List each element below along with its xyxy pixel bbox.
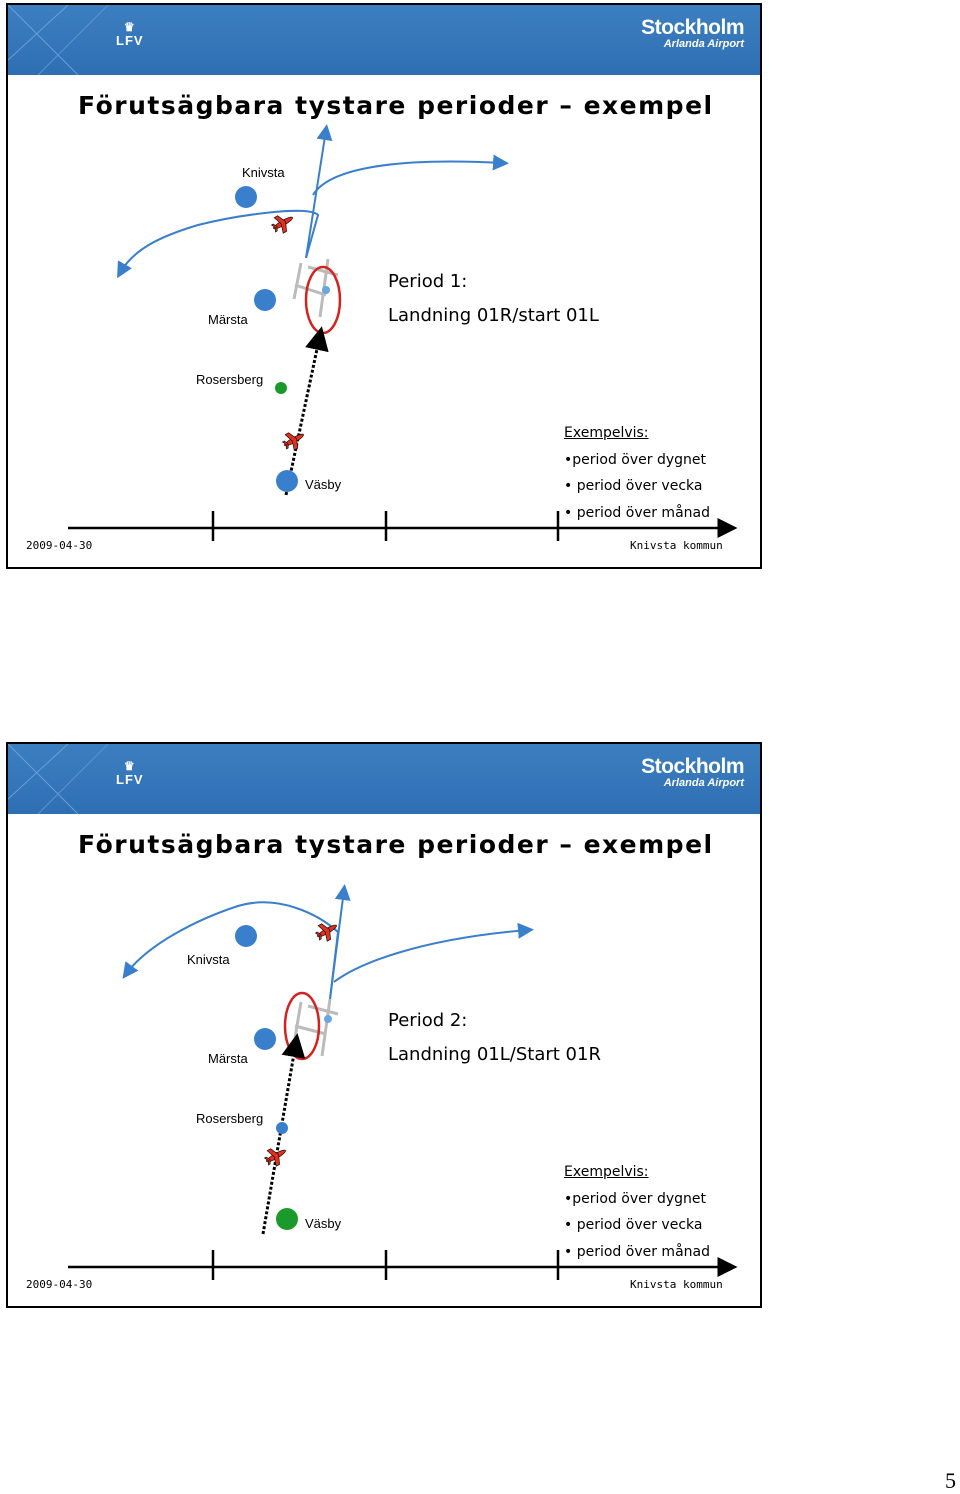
period-description: Landning 01R/start 01L	[388, 305, 599, 326]
approach-path	[263, 1042, 296, 1234]
lfv-logo: ♛ LFV	[116, 20, 144, 48]
slide-2	[6, 742, 762, 1308]
page-number: 5	[945, 1468, 956, 1493]
airplane-icon	[262, 1143, 290, 1170]
airplane-icon	[269, 210, 297, 237]
stockholm-arlanda-logo: Stockholm Arlanda Airport	[641, 755, 744, 789]
slide-footer: Knivsta kommun	[630, 1278, 723, 1291]
vasby-label: Väsby	[305, 1216, 342, 1231]
period-description: Landning 01L/Start 01R	[388, 1044, 601, 1065]
rosersberg-label: Rosersberg	[196, 372, 264, 387]
period-title: Period 2:	[388, 1010, 468, 1031]
examples-list	[564, 1159, 710, 1265]
example-item: •period över dygnet	[564, 1190, 707, 1207]
departure-route-right	[313, 162, 503, 195]
marsta-marker	[254, 1028, 276, 1050]
vasby-label: Väsby	[305, 477, 342, 492]
examples-list	[564, 420, 710, 526]
airplane-icon	[280, 427, 308, 454]
rosersberg-marker	[276, 1122, 288, 1134]
example-item: • period över månad	[564, 1243, 710, 1260]
rosersberg-marker	[275, 382, 287, 394]
example-item: • period över vecka	[564, 1217, 703, 1233]
knivsta-label: Knivsta	[187, 952, 230, 967]
departure-route-left	[126, 902, 338, 999]
knivsta-marker	[235, 186, 257, 208]
vasby-marker	[276, 470, 298, 492]
slide-date: 2009-04-30	[26, 539, 93, 552]
examples-heading: Exempelvis:	[564, 1164, 649, 1180]
example-item: •period över dygnet	[564, 451, 707, 468]
slide-1	[6, 3, 762, 569]
crown-icon: ♛	[123, 759, 136, 773]
vasby-marker	[276, 1208, 298, 1230]
knivsta-label: Knivsta	[242, 165, 285, 180]
example-item: • period över månad	[564, 504, 710, 521]
slide-date: 2009-04-30	[26, 1278, 93, 1291]
examples-heading: Exempelvis:	[564, 425, 649, 441]
rosersberg-label: Rosersberg	[196, 1111, 264, 1126]
marsta-marker	[254, 289, 276, 311]
knivsta-marker	[235, 925, 257, 947]
stockholm-arlanda-logo: Stockholm Arlanda Airport	[641, 16, 744, 50]
airport-diagram	[294, 259, 338, 317]
departure-route-north	[330, 890, 344, 999]
marsta-label: Märsta	[208, 1051, 248, 1066]
departure-route-right	[334, 930, 528, 982]
example-item: • period över vecka	[564, 478, 703, 494]
slide-footer: Knivsta kommun	[630, 539, 723, 552]
slide-title: Förutsägbara tystare perioder – exempel	[78, 91, 714, 120]
lfv-logo: ♛ LFV	[116, 759, 144, 787]
marsta-label: Märsta	[208, 312, 248, 327]
period-title: Period 1:	[388, 271, 468, 292]
departure-route-north	[306, 130, 326, 258]
slide-title: Förutsägbara tystare perioder – exempel	[78, 830, 714, 859]
crown-icon: ♛	[123, 20, 136, 34]
